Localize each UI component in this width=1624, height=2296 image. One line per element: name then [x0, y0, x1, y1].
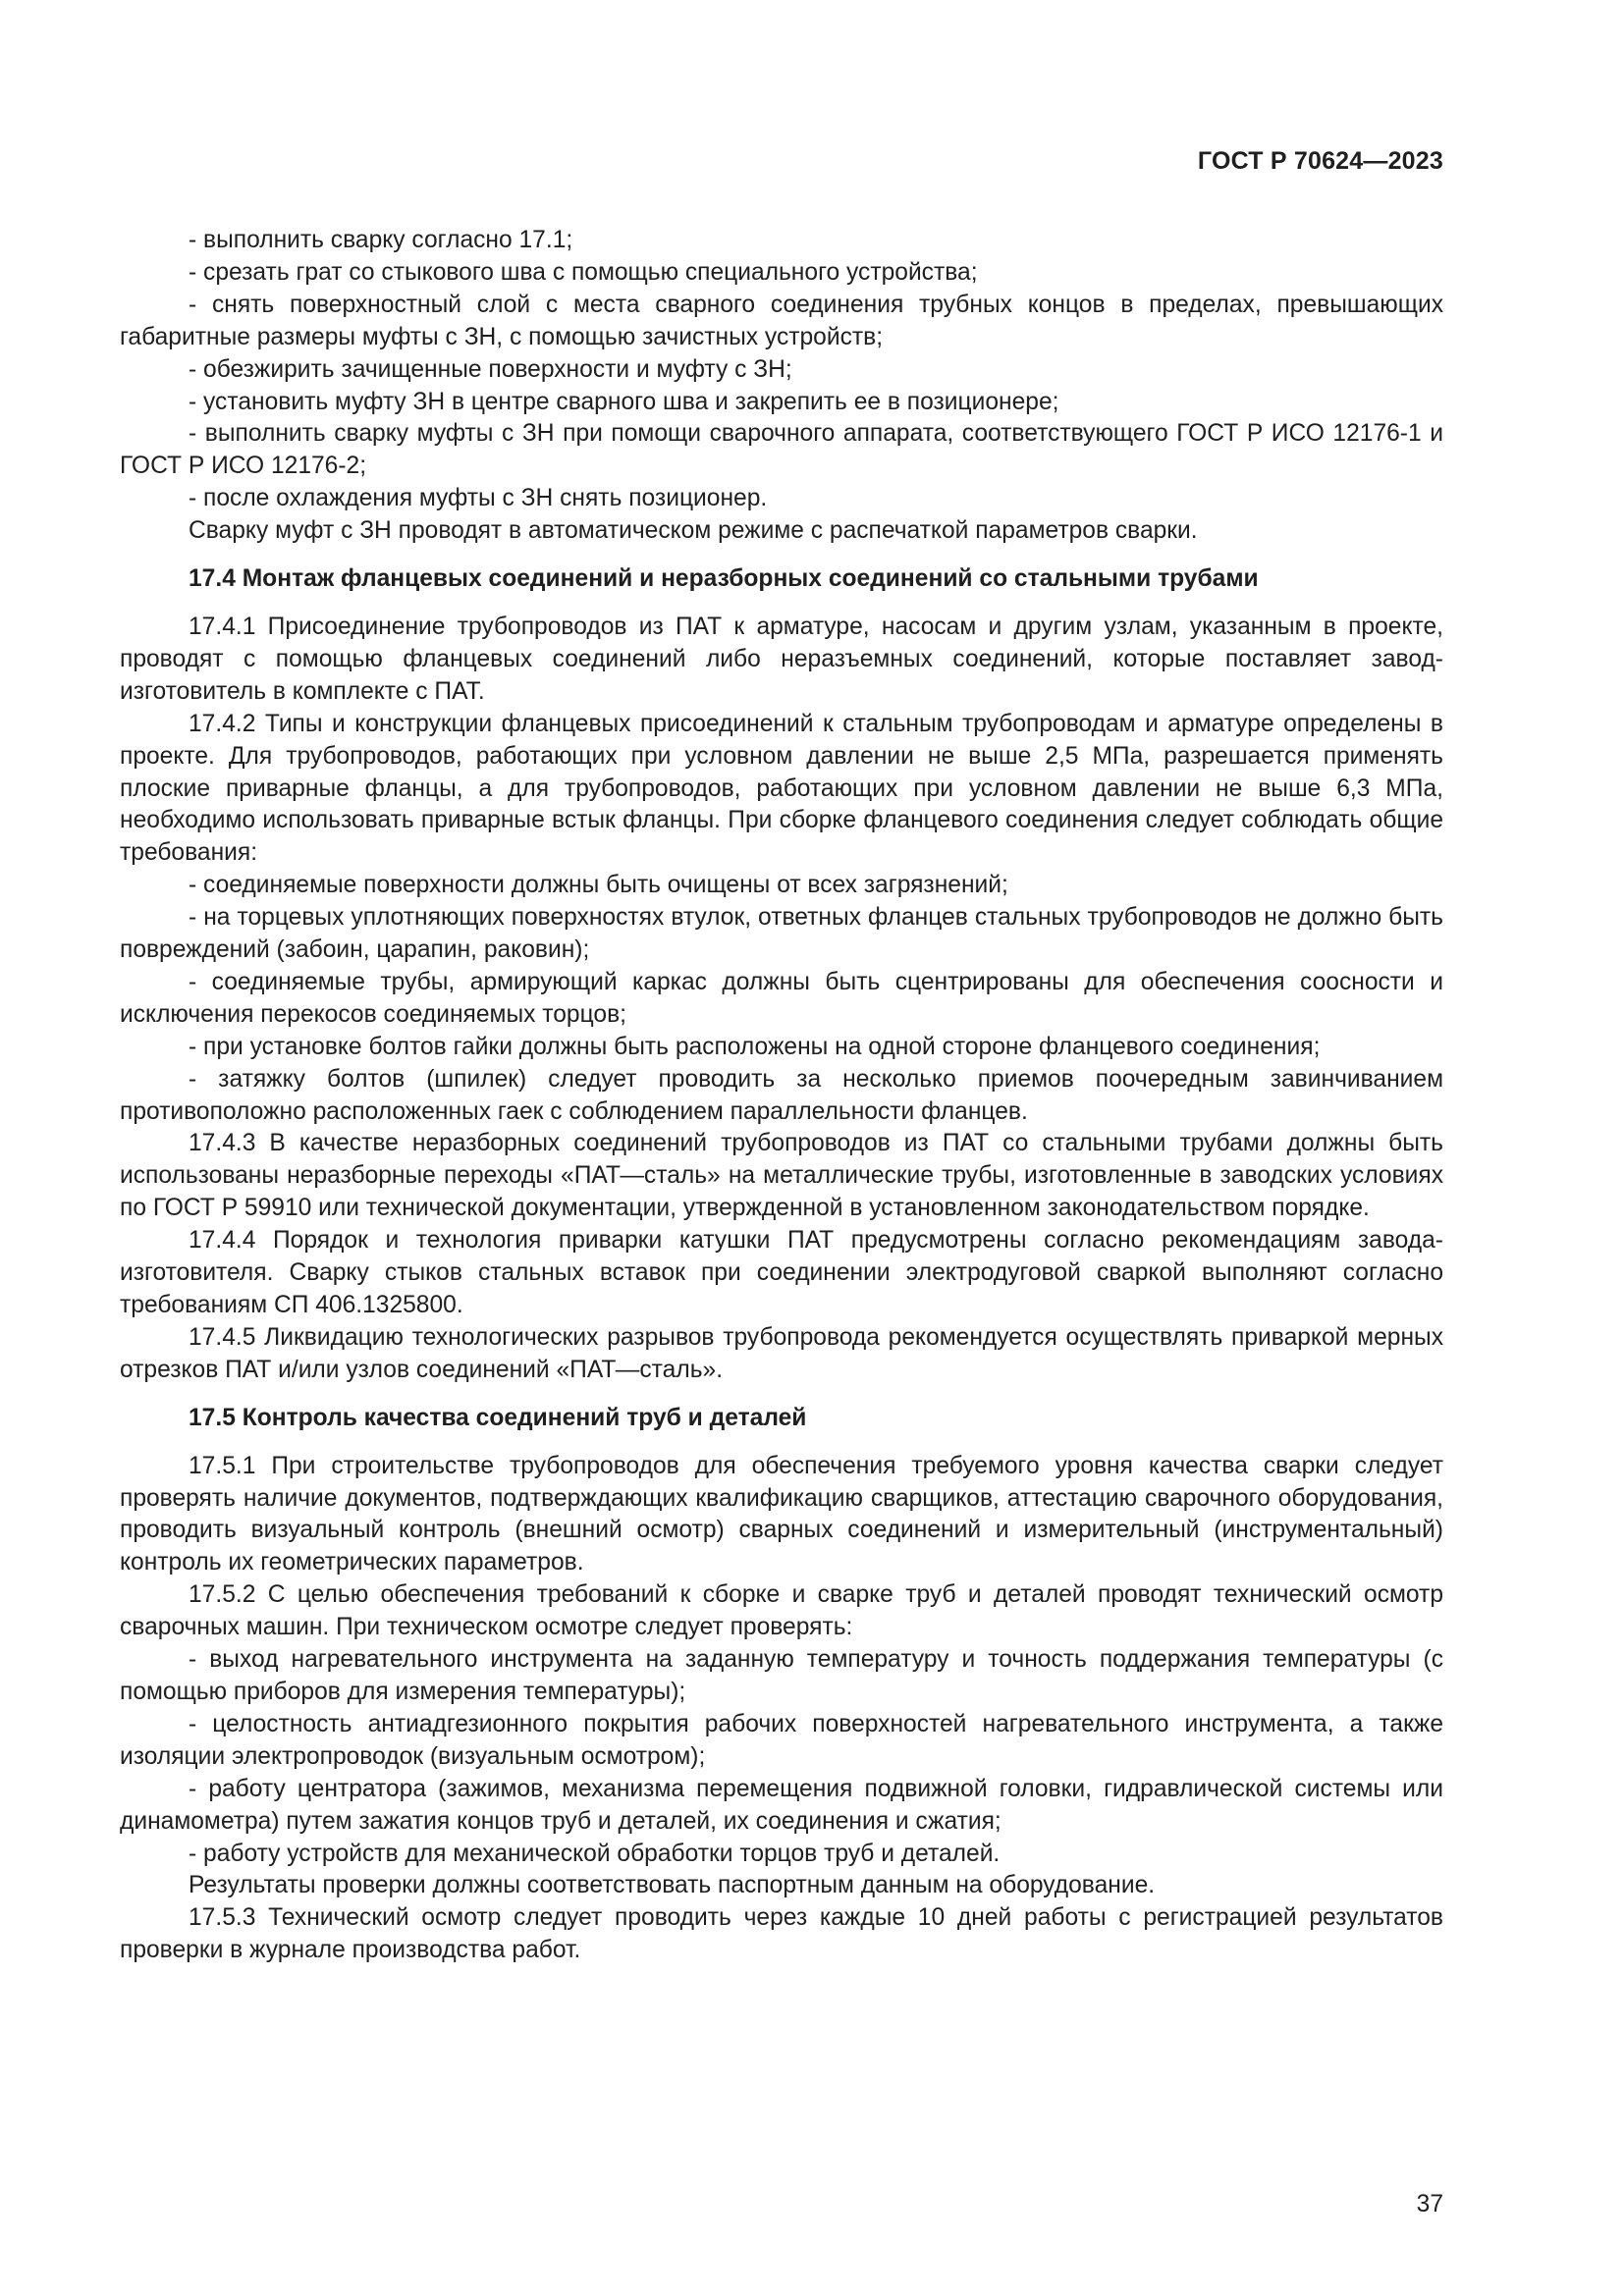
list-item: - после охлаждения муфты с ЗН снять позиционер.: [189, 485, 768, 512]
list-item: - срезать грат со стыкового шва с помощью специального устройства;: [189, 258, 978, 286]
list-item: - выполнить сварку муфты с ЗН при помощи сварочного аппарата, соответствующего ГОСТ Р ИСО 12176-1 и ГОСТ Р ИСО 12176-2;: [120, 420, 1443, 480]
paragraph-17-4-5: 17.4.5 Ликвидацию технологических разрывов трубопровода рекомендуется осуществлять приваркой мерных отрезков ПАТ и/или узлов соединений «ПАТ—сталь».: [120, 1323, 1443, 1383]
paragraph-17-4-4: 17.4.4 Порядок и технология приварки катушки ПАТ предусмотрены согласно рекомендациям завода-изготовителя. Сварку стыков стальных вставок при соединении электродуговой сваркой выполняют согласно требованиям СП 406.1325800.: [120, 1227, 1443, 1318]
paragraph-17-5-2: 17.5.2 С целью обеспечения требований к сборке и сварке труб и деталей проводят технический осмотр сварочных машин. При техническом осмотре следует проверять:: [120, 1581, 1443, 1641]
list-item: - затяжку болтов (шпилек) следует проводить за несколько приемов поочередным завинчиванием противоположно расположенных гаек с соблюдением параллельности фланцев.: [120, 1065, 1443, 1125]
list-item: - соединяемые трубы, армирующий каркас должны быть сцентрированы для обеспечения соосности и исключения перекосов соединяемых торцов;: [120, 968, 1443, 1028]
list-item: - установить муфту ЗН в центре сварного шва и закрепить ее в позиционере;: [189, 388, 1059, 415]
paragraph-17-5-1: 17.5.1 При строительстве трубопроводов для обеспечения требуемого уровня качества сварки следует проверять наличие документов, подтверждающих квалификацию сварщиков, аттестацию сварочного оборудования, проводить визуальный контроль (внешний осмотр) сварных соединений и измерительный (инструментальный) контроль их геометрических параметров.: [120, 1452, 1443, 1576]
document-standard-id: ГОСТ Р 70624—2023: [1197, 147, 1443, 175]
list-item: - обезжирить зачищенные поверхности и муфту с ЗН;: [189, 355, 792, 383]
list-item: - соединяемые поверхности должны быть очищены от всех загрязнений;: [189, 872, 1008, 899]
paragraph-17-4-2: 17.4.2 Типы и конструкции фланцевых присоединений к стальным трубопроводам и арматуре определены в проекте. Для трубопроводов, работающих при условном давлении не выше 2,5 МПа, разрешается применять плоские приварные фланцы, а для трубопроводов, работающих при условном давлении не выше 6,3 МПа, необходимо использовать приварные встык фланцы. При сборке фланцевого соединения следует соблюдать общие требования:: [120, 710, 1443, 867]
paragraph: Сварку муфт с ЗН проводят в автоматическом режиме с распечаткой параметров сварки.: [189, 517, 1198, 545]
paragraph-17-5-3: 17.5.3 Технический осмотр следует проводить через каждые 10 дней работы с регистрацией результатов проверки в журнале производства работ.: [120, 1904, 1443, 1964]
section-heading-17-5: 17.5 Контроль качества соединений труб и деталей: [189, 1404, 807, 1431]
list-item: - при установке болтов гайки должны быть расположены на одной стороне фланцевого соединения;: [189, 1033, 1321, 1060]
section-heading-17-4: 17.4 Монтаж фланцевых соединений и неразборных соединений со стальными трубами: [189, 565, 1259, 593]
list-item: - снять поверхностный слой с места сварного соединения трубных концов в пределах, превышающих габаритные размеры муфты с ЗН, с помощью зачистных устройств;: [120, 291, 1443, 350]
list-item: - работу устройств для механической обработки торцов труб и деталей.: [189, 1840, 1001, 1867]
list-item: - работу центратора (зажимов, механизма перемещения подвижной головки, гидравлической системы или динамометра) путем зажатия концов труб и деталей, их соединения и сжатия;: [120, 1775, 1443, 1835]
list-item: - на торцевых уплотняющих поверхностях втулок, ответных фланцев стальных трубопроводов не должно быть повреждений (забоин, царапин, раковин);: [120, 904, 1443, 964]
paragraph-17-4-1: 17.4.1 Присоединение трубопроводов из ПАТ к арматуре, насосам и другим узлам, указанным в проекте, проводят с помощью фланцевых соединений либо неразъемных соединений, которые поставляет завод-изготовитель в комплекте с ПАТ.: [120, 613, 1443, 705]
paragraph: Результаты проверки должны соответствовать паспортным данным на оборудование.: [189, 1872, 1156, 1899]
list-item: - выполнить сварку согласно 17.1;: [189, 227, 573, 253]
list-item: - выход нагревательного инструмента на заданную температуру и точность поддержания температуры (с помощью приборов для измерения температуры);: [120, 1646, 1443, 1705]
page-number: 37: [1416, 2191, 1443, 2217]
paragraph-17-4-3: 17.4.3 В качестве неразборных соединений трубопроводов из ПАТ со стальными трубами должны быть использованы неразборные переходы «ПАТ—сталь» на металлические трубы, изготовленные в заводских условиях по ГОСТ Р 59910 или технической документации, утвержденной в установленном законодательством порядке.: [120, 1130, 1443, 1222]
list-item: - целостность антиадгезионного покрытия рабочих поверхностей нагревательного инструмента, а также изоляции электропроводок (визуальным осмотром);: [120, 1710, 1443, 1770]
document-body: [120, 225, 1443, 1967]
